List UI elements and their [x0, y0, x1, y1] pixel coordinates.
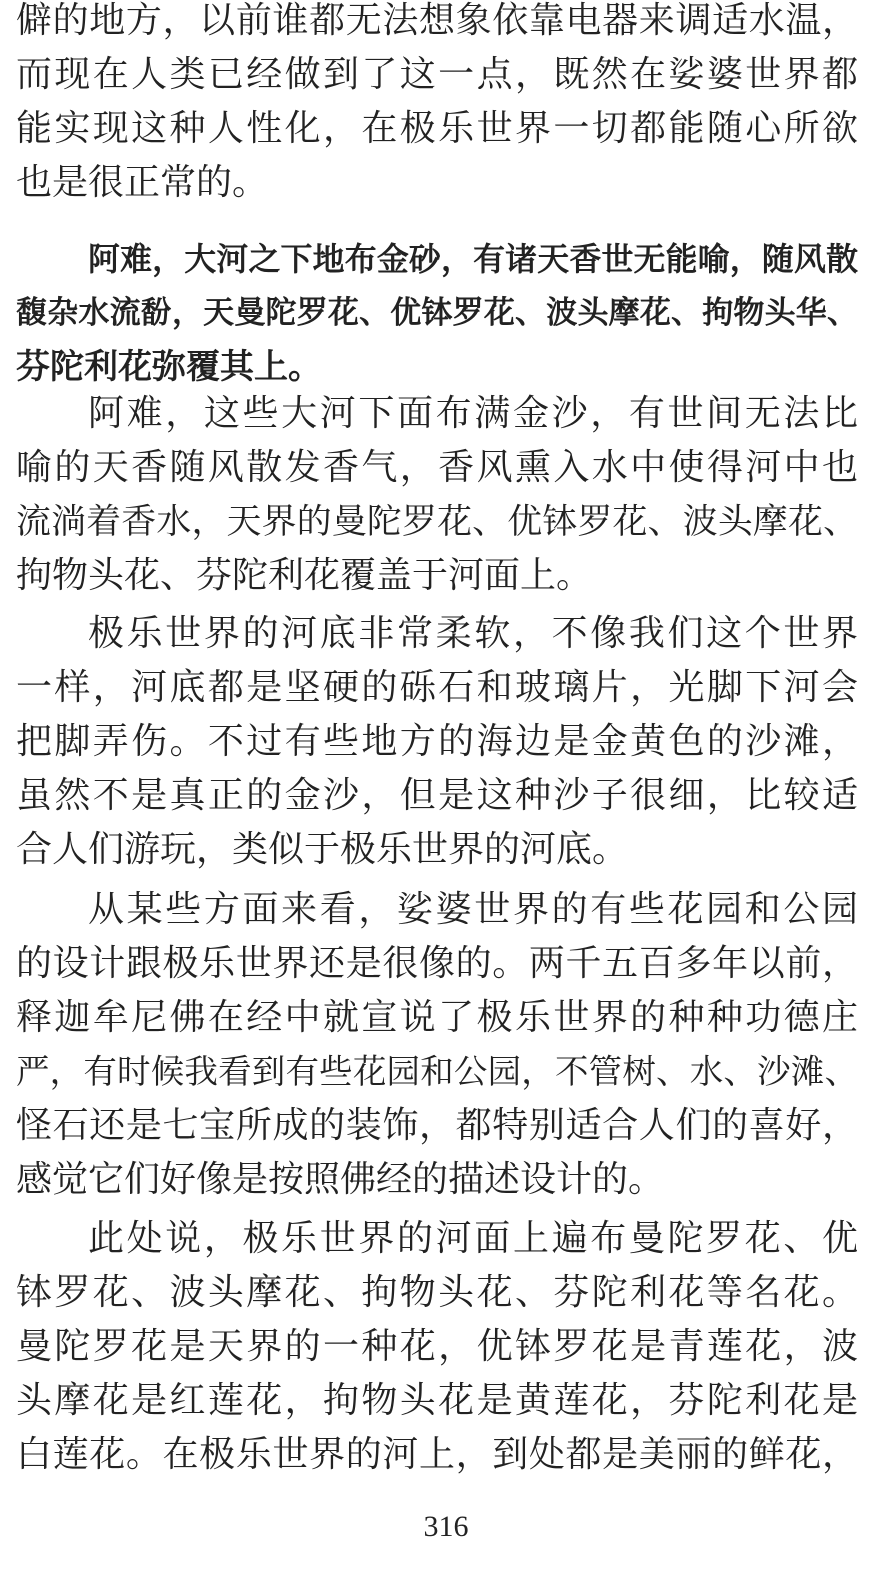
- text-line: 的设计跟极乐世界还是很像的。两千五百多年以前，: [16, 943, 858, 984]
- text-line: 拘物头花、芬陀利花覆盖于河面上。: [16, 555, 593, 596]
- text-line: 虽然不是真正的金沙，但是这种沙子很细，比较适: [16, 775, 858, 816]
- text-line: 一样，河底都是坚硬的砾石和玻璃片，光脚下河会: [16, 667, 858, 708]
- text-line: 喻的天香随风散发香气，香风熏入水中使得河中也: [16, 447, 858, 488]
- text-line: 白莲花。在极乐世界的河上，到处都是美丽的鲜花，: [16, 1434, 858, 1475]
- text-line: 芬陀利花弥覆其上。: [16, 347, 322, 387]
- text-line: 能实现这种人性化，在极乐世界一切都能随心所欲: [16, 108, 858, 149]
- text-line: 僻的地方，以前谁都无法想象依靠电器来调适水温，: [16, 0, 858, 41]
- paragraph-commentary-5: [16, 1212, 858, 1482]
- paragraph-commentary-1: [16, 0, 858, 210]
- text-line: 流淌着香水，天界的曼陀罗花、优钵罗花、波头摩花、: [16, 502, 858, 542]
- text-line: 阿难，大河之下地布金砂，有诸天香世无能喻，随风散: [88, 240, 858, 278]
- text-line: 而现在人类已经做到了这一点，既然在娑婆世界都: [16, 54, 858, 95]
- paragraph-sutra-quote: [16, 232, 858, 394]
- text-line: 也是很正常的。: [16, 162, 269, 203]
- text-line: 阿难，这些大河下面布满金沙，有世间无法比: [88, 393, 858, 434]
- text-line: 释迦牟尼佛在经中就宣说了极乐世界的种种功德庄: [16, 997, 858, 1038]
- paragraph-commentary-3: [16, 607, 858, 877]
- text-line: 钵罗花、波头摩花、拘物头花、芬陀利花等名花。: [16, 1272, 858, 1313]
- paragraph-commentary-4: [16, 883, 858, 1207]
- text-line: 从某些方面来看，娑婆世界的有些花园和公园: [88, 889, 858, 930]
- text-line: 怪石还是七宝所成的装饰，都特别适合人们的喜好，: [16, 1105, 858, 1146]
- text-line: 极乐世界的河底非常柔软，不像我们这个世界: [88, 613, 858, 654]
- paragraph-commentary-2: [16, 387, 858, 603]
- text-line: 头摩花是红莲花，拘物头花是黄莲花，芬陀利花是: [16, 1380, 858, 1421]
- text-line: 把脚弄伤。不过有些地方的海边是金黄色的沙滩，: [16, 721, 858, 762]
- text-line: 此处说，极乐世界的河面上遍布曼陀罗花、优: [88, 1218, 858, 1259]
- text-line: 曼陀罗花是天界的一种花，优钵罗花是青莲花，波: [16, 1326, 858, 1367]
- text-line: 合人们游玩，类似于极乐世界的河底。: [16, 829, 629, 870]
- page-number: 316: [423, 1510, 469, 1543]
- text-line: 严，有时候我看到有些花园和公园，不管树、水、沙滩、: [16, 1052, 858, 1091]
- text-line: 馥杂水流馚，天曼陀罗花、优钵罗花、波头摩花、拘物头华、: [16, 295, 858, 331]
- text-line: 感觉它们好像是按照佛经的描述设计的。: [16, 1159, 665, 1200]
